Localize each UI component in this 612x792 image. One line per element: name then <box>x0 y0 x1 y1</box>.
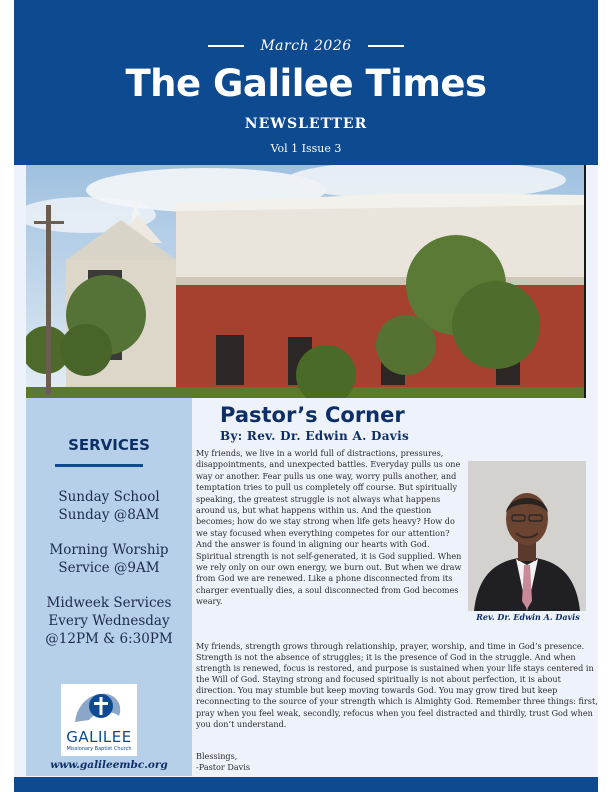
service-name: Morning Worship <box>49 542 169 558</box>
date-rule-left <box>208 45 244 47</box>
photo-border <box>584 165 586 398</box>
services-divider <box>55 464 143 467</box>
date-rule-right <box>368 45 404 47</box>
date-row <box>14 38 598 54</box>
website-link[interactable]: www.galileembc.org <box>50 759 168 771</box>
church-logo <box>61 684 137 756</box>
article-paragraph-1: My friends, we live in a world full of distractions, pressures, disappointments, and unexpected battles. Everyday pulls us one way or another. Fear pulls us one way, worry pulls another, and temptation tries to pull us completely off course. But spiritually speaking, the greatest struggle is not always what happens around us, but what happens within us. And the question becomes; how do we stay strong when life gets heavy? How do we stay focused when everything competes for our attention? And the answer is found in aligning our hearts with God. Spiritual strength is not self-generated, it is God supplied. When we rely only on our own energy, we burn out. But when we draw from God we are renewed. Like a phone disconnected from its charger eventually dies, a soul disconnected from God becomes weary. <box>196 448 462 607</box>
service-time: Service @9AM <box>58 560 160 576</box>
service-morning-worship <box>26 541 192 577</box>
masthead <box>14 0 598 165</box>
service-time: Sunday @8AM <box>58 507 160 523</box>
issue-number: Vol 1 Issue 3 <box>270 142 342 155</box>
section-title: Pastor’s Corner <box>220 403 405 427</box>
newsletter-subtitle: NEWSLETTER <box>244 116 368 132</box>
portrait-caption: Rev. Dr. Edwin A. Davis <box>476 612 580 622</box>
footer-bar <box>14 777 598 792</box>
service-sunday-school <box>26 488 192 524</box>
logo-wordmark: GALILEE <box>66 728 132 746</box>
issue-date: March 2026 <box>260 38 352 54</box>
closing-salutation: Blessings, <box>196 751 238 761</box>
service-time: @12PM & 6:30PM <box>45 631 173 647</box>
service-midweek <box>26 594 192 648</box>
logo-subtitle: Missionary Baptist Church <box>66 746 132 752</box>
newsletter-title: The Galilee Times <box>125 62 487 105</box>
services-sidebar <box>26 398 192 776</box>
pastors-corner-section <box>196 398 596 778</box>
article-paragraph-2: My friends, strength grows through relationship, prayer, worship, and time in God’s presence. Strength is not the absence of struggles; it is the presence of God in the struggle. And when strength is renewed, focus is restored, and purpose is sustained when your life stays centered in the Will of God. Staying strong and focused spiritually is not about perfection, it is about direction. You may stumble but keep moving towards God. You may grow tired but keep reconnecting to the source of your strength which is Almighty God. Remember three things: first, pray when you feel weak, secondly, refocus when you feel distracted and thirdly, trust God when you don’t understand. <box>196 641 598 729</box>
byline: By: Rev. Dr. Edwin A. Davis <box>220 429 409 443</box>
pastor-portrait <box>468 461 586 611</box>
signature: -Pastor Davis <box>196 762 250 772</box>
church-building-photo <box>26 165 586 398</box>
dove-cross-icon <box>61 684 137 728</box>
services-heading: SERVICES <box>68 436 150 454</box>
service-name: Sunday School <box>58 489 160 505</box>
service-day: Every Wednesday <box>48 613 170 629</box>
service-name: Midweek Services <box>46 595 172 611</box>
